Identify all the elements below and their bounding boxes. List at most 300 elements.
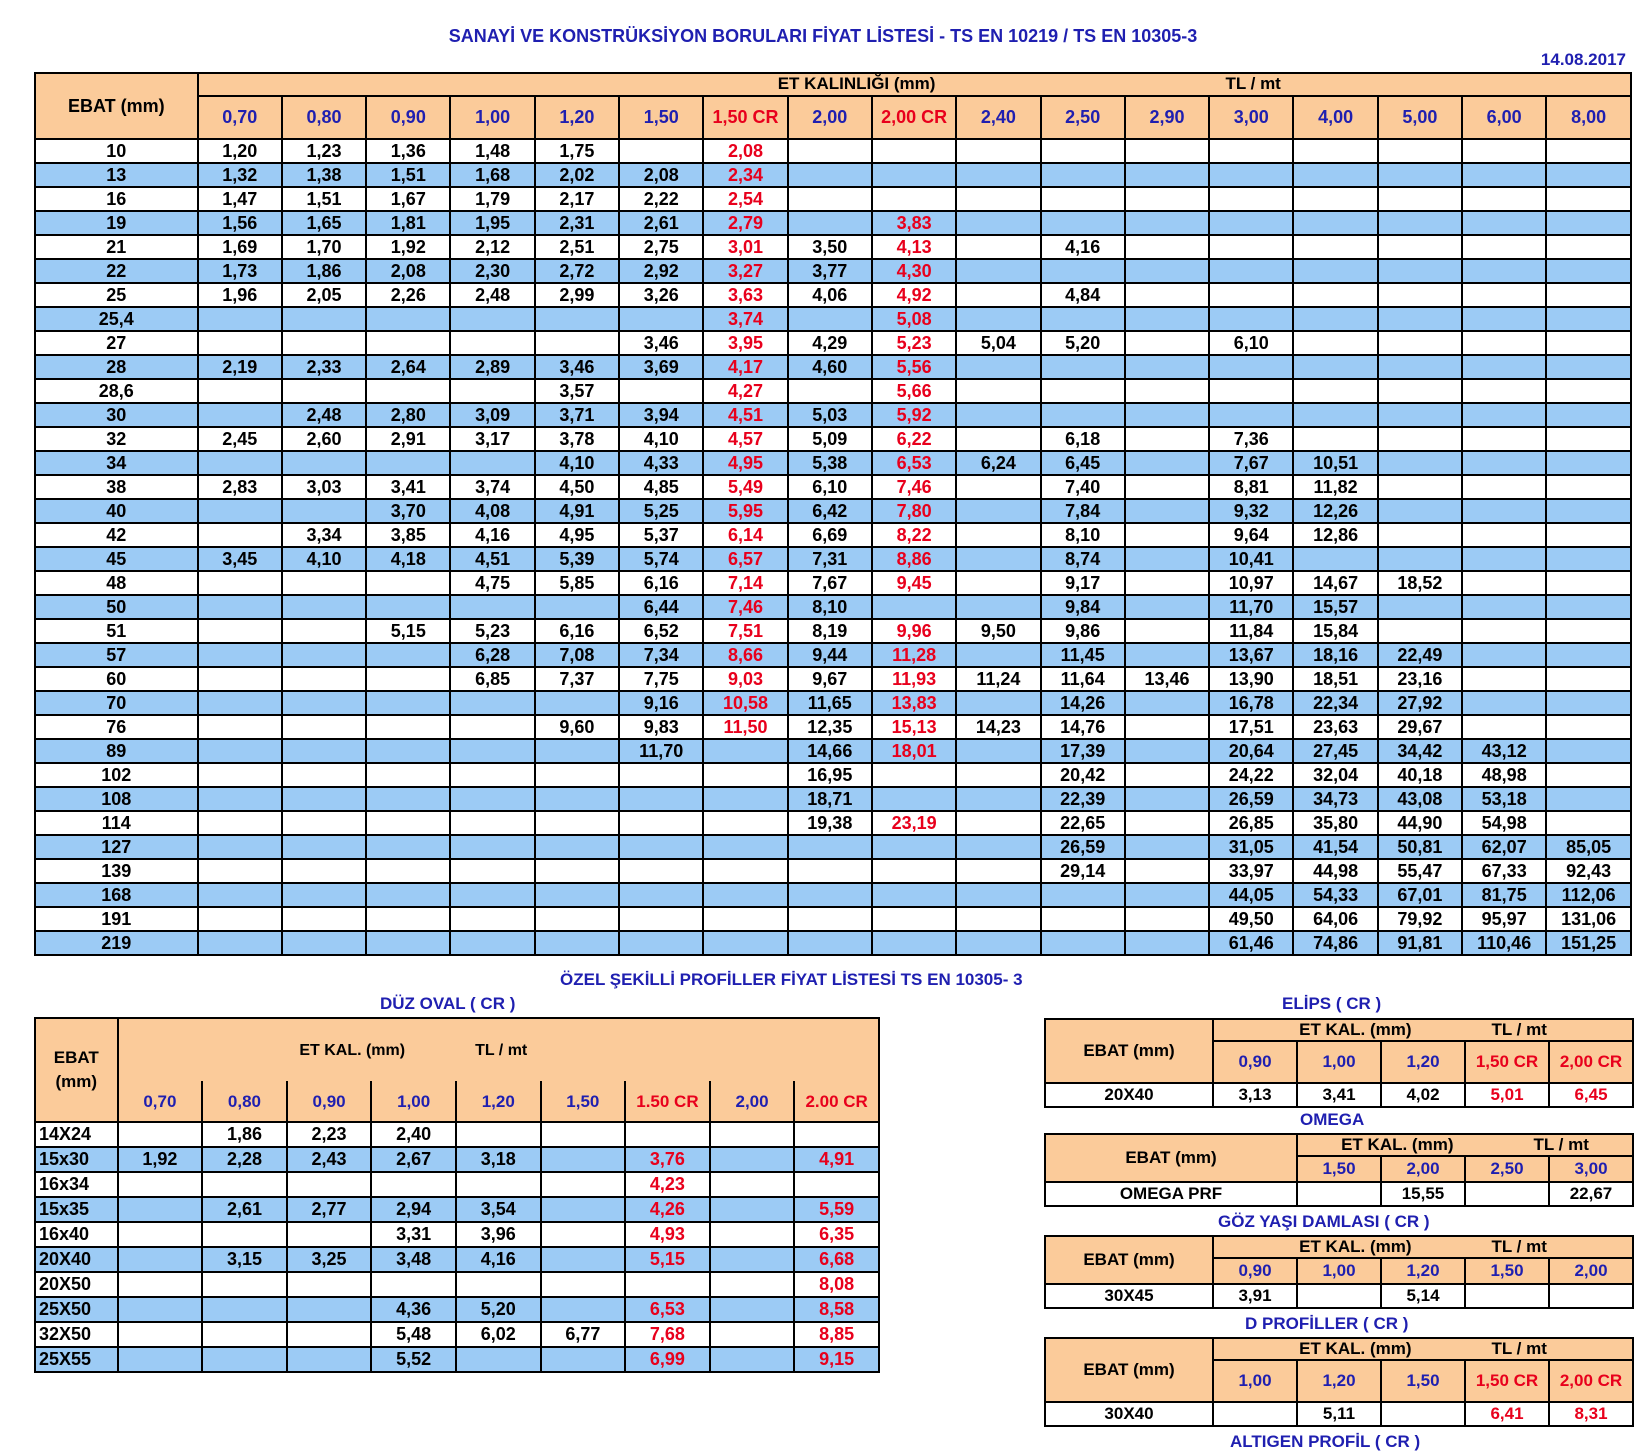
ebat-cell: 19 [35, 211, 198, 235]
omega-price-cell: 22,67 [1549, 1182, 1633, 1206]
price-cell [198, 763, 282, 787]
elips-price-cell: 4,02 [1381, 1083, 1465, 1107]
price-cell [1125, 427, 1209, 451]
oval-thickness-col-header: 2.00 CR [794, 1081, 879, 1122]
price-cell [1209, 211, 1293, 235]
price-cell [1209, 259, 1293, 283]
price-cell: 92,43 [1546, 859, 1631, 883]
price-cell: 15,57 [1293, 595, 1377, 619]
price-row [35, 571, 1631, 595]
oval-ebat-cell: 20X50 [35, 1272, 118, 1297]
oval-price-cell [710, 1172, 795, 1197]
price-cell [1125, 331, 1209, 355]
price-cell [366, 643, 450, 667]
elips-thickness-col-header: 2,00 CR [1549, 1041, 1633, 1083]
price-cell: 9,60 [535, 715, 619, 739]
price-cell [198, 523, 282, 547]
price-cell: 6,14 [703, 523, 787, 547]
elips-tl-label: TL / mt [1491, 1020, 1547, 1039]
price-cell [1462, 235, 1546, 259]
price-cell [535, 787, 619, 811]
price-cell: 74,86 [1293, 931, 1377, 955]
price-cell [1378, 259, 1462, 283]
ebat-cell: 50 [35, 595, 198, 619]
oval-price-cell [202, 1322, 287, 1347]
price-cell [872, 859, 956, 883]
price-cell [956, 523, 1040, 547]
price-cell: 6,42 [788, 499, 872, 523]
price-cell [1041, 307, 1125, 331]
price-cell [1125, 139, 1209, 163]
price-cell: 79,92 [1378, 907, 1462, 931]
price-cell: 6,57 [703, 547, 787, 571]
price-cell: 4,57 [703, 427, 787, 451]
price-cell: 4,95 [703, 451, 787, 475]
price-cell [872, 187, 956, 211]
price-cell [450, 859, 534, 883]
ebat-cell: 10 [35, 139, 198, 163]
omega-title: OMEGA [1300, 1110, 1365, 1129]
thickness-col-header: 1,50 CR [703, 96, 787, 139]
oval-price-cell: 4,23 [625, 1172, 710, 1197]
price-cell: 9,44 [788, 643, 872, 667]
price-cell: 14,66 [788, 739, 872, 763]
price-cell: 11,84 [1209, 619, 1293, 643]
price-cell: 11,45 [1041, 643, 1125, 667]
price-cell [956, 859, 1040, 883]
oval-price-cell: 3,25 [287, 1247, 372, 1272]
thickness-col-header: 2,90 [1125, 96, 1209, 139]
oval-price-cell: 5,52 [371, 1347, 456, 1372]
price-cell: 2,48 [282, 403, 366, 427]
price-cell: 5,15 [366, 619, 450, 643]
price-cell [788, 379, 872, 403]
price-cell [872, 835, 956, 859]
price-cell: 4,33 [619, 451, 703, 475]
price-cell [788, 859, 872, 883]
price-cell [366, 691, 450, 715]
oval-price-cell: 4,93 [625, 1222, 710, 1247]
price-cell: 10,41 [1209, 547, 1293, 571]
price-cell [956, 571, 1040, 595]
price-cell [1293, 163, 1377, 187]
price-cell: 7,34 [619, 643, 703, 667]
ebat-cell: 219 [35, 931, 198, 955]
price-cell [956, 595, 1040, 619]
thickness-col-header: 6,00 [1462, 96, 1546, 139]
oval-price-cell: 3,96 [456, 1222, 541, 1247]
elips-et-label: ET KAL. (mm) [1299, 1020, 1412, 1039]
ebat-cell: 76 [35, 715, 198, 739]
ebat-cell: 27 [35, 331, 198, 355]
oval-tl-label: TL / mt [475, 1041, 528, 1059]
price-cell: 29,14 [1041, 859, 1125, 883]
price-cell: 43,12 [1462, 739, 1546, 763]
price-cell: 5,92 [872, 403, 956, 427]
price-cell [1378, 211, 1462, 235]
price-cell: 4,13 [872, 235, 956, 259]
price-cell: 53,18 [1462, 787, 1546, 811]
oval-ebat-cell: 15x35 [35, 1197, 118, 1222]
oval-price-cell: 3,18 [456, 1147, 541, 1172]
oval-price-cell [541, 1122, 626, 1147]
price-cell: 3,17 [450, 427, 534, 451]
omega-price-cell [1465, 1182, 1549, 1206]
ebat-cell: 51 [35, 619, 198, 643]
price-cell [1041, 907, 1125, 931]
price-row [35, 811, 1631, 835]
price-row [35, 907, 1631, 931]
oval-thickness-col-header: 2,00 [710, 1081, 795, 1122]
price-cell [366, 859, 450, 883]
price-cell [788, 883, 872, 907]
ebat-cell: 25 [35, 283, 198, 307]
price-cell [366, 451, 450, 475]
dprof-thickness-col-header: 1,20 [1297, 1360, 1381, 1402]
price-cell [1546, 427, 1631, 451]
price-cell: 3,74 [703, 307, 787, 331]
price-cell: 2,19 [198, 355, 282, 379]
price-cell: 3,77 [788, 259, 872, 283]
price-cell [282, 835, 366, 859]
price-cell [1546, 499, 1631, 523]
price-cell [1125, 475, 1209, 499]
price-cell: 1,79 [450, 187, 534, 211]
price-cell: 9,64 [1209, 523, 1293, 547]
price-cell [956, 931, 1040, 955]
price-cell [788, 307, 872, 331]
price-row [35, 547, 1631, 571]
price-cell: 6,10 [1209, 331, 1293, 355]
price-cell [366, 907, 450, 931]
price-cell [535, 595, 619, 619]
price-cell [956, 883, 1040, 907]
thickness-col-header: 2,40 [956, 96, 1040, 139]
oval-price-row [35, 1222, 879, 1247]
price-cell: 9,45 [872, 571, 956, 595]
price-cell [282, 859, 366, 883]
price-cell: 2,75 [619, 235, 703, 259]
price-row [35, 835, 1631, 859]
price-cell: 5,95 [703, 499, 787, 523]
price-cell [1209, 355, 1293, 379]
price-cell: 61,46 [1209, 931, 1293, 955]
oval-price-cell: 6,77 [541, 1322, 626, 1347]
price-cell [1125, 835, 1209, 859]
dprof-price-cell [1381, 1402, 1465, 1426]
price-cell [366, 787, 450, 811]
price-cell [1125, 763, 1209, 787]
price-cell: 8,74 [1041, 547, 1125, 571]
price-cell [956, 499, 1040, 523]
ebat-cell: 16 [35, 187, 198, 211]
oval-price-cell: 3,48 [371, 1247, 456, 1272]
price-cell [1209, 139, 1293, 163]
price-cell [198, 835, 282, 859]
price-cell: 2,08 [703, 139, 787, 163]
price-cell [282, 571, 366, 595]
price-cell [788, 835, 872, 859]
price-cell [366, 595, 450, 619]
price-cell: 43,08 [1378, 787, 1462, 811]
oval-price-cell: 9,15 [794, 1347, 879, 1372]
price-cell [788, 187, 872, 211]
price-cell: 2,64 [366, 355, 450, 379]
price-cell: 6,16 [535, 619, 619, 643]
oval-price-cell [118, 1247, 203, 1272]
price-cell: 3,50 [788, 235, 872, 259]
price-cell: 4,51 [450, 547, 534, 571]
oval-price-cell [202, 1297, 287, 1322]
oval-price-cell [202, 1222, 287, 1247]
price-cell: 1,68 [450, 163, 534, 187]
price-cell [619, 907, 703, 931]
price-cell: 9,03 [703, 667, 787, 691]
price-cell: 5,56 [872, 355, 956, 379]
oval-price-cell [118, 1197, 203, 1222]
price-cell: 4,95 [535, 523, 619, 547]
price-cell [1041, 211, 1125, 235]
price-cell [198, 859, 282, 883]
price-cell [1462, 499, 1546, 523]
elips-price-cell: 5,01 [1465, 1083, 1549, 1107]
ebat-cell: 42 [35, 523, 198, 547]
price-cell [703, 763, 787, 787]
price-cell [956, 787, 1040, 811]
price-cell: 11,24 [956, 667, 1040, 691]
oval-price-cell: 1,92 [118, 1147, 203, 1172]
price-cell: 1,51 [282, 187, 366, 211]
dprof-ebat-cell: 30X40 [1045, 1402, 1213, 1426]
price-cell [1125, 571, 1209, 595]
price-cell: 9,96 [872, 619, 956, 643]
price-cell [1378, 403, 1462, 427]
price-cell: 19,38 [788, 811, 872, 835]
oval-price-cell: 3,76 [625, 1147, 710, 1172]
ebat-cell: 22 [35, 259, 198, 283]
oval-price-cell: 1,86 [202, 1122, 287, 1147]
price-cell: 5,37 [619, 523, 703, 547]
oval-price-cell: 2,23 [287, 1122, 372, 1147]
price-cell [1378, 139, 1462, 163]
price-cell [872, 139, 956, 163]
price-cell [1125, 451, 1209, 475]
price-cell [1041, 883, 1125, 907]
price-cell: 5,09 [788, 427, 872, 451]
price-cell [282, 739, 366, 763]
price-cell [282, 691, 366, 715]
price-cell [1041, 163, 1125, 187]
thickness-col-header: 5,00 [1378, 96, 1462, 139]
price-cell: 3,95 [703, 331, 787, 355]
ebat-cell: 25,4 [35, 307, 198, 331]
price-cell: 2,31 [535, 211, 619, 235]
oval-thickness-col-header: 1.50 CR [625, 1081, 710, 1122]
price-cell [1378, 595, 1462, 619]
oval-price-cell: 8,85 [794, 1322, 879, 1347]
price-cell: 32,04 [1293, 763, 1377, 787]
price-cell [366, 379, 450, 403]
oval-price-row [35, 1197, 879, 1222]
ebat-cell: 45 [35, 547, 198, 571]
price-row [35, 331, 1631, 355]
price-cell: 3,71 [535, 403, 619, 427]
price-cell [450, 739, 534, 763]
goz-yasi-table [1044, 1235, 1634, 1309]
ebat-cell: 32 [35, 427, 198, 451]
price-cell [1209, 379, 1293, 403]
goz-price-cell [1549, 1284, 1633, 1308]
price-cell [872, 907, 956, 931]
price-cell [366, 883, 450, 907]
price-cell: 27,45 [1293, 739, 1377, 763]
price-cell: 1,69 [198, 235, 282, 259]
elips-title: ELİPS ( CR ) [1282, 994, 1382, 1013]
thickness-col-header: 2,50 [1041, 96, 1125, 139]
price-cell [1462, 187, 1546, 211]
price-cell [619, 139, 703, 163]
price-cell: 3,46 [535, 355, 619, 379]
price-row [35, 163, 1631, 187]
oval-ebat-cell: 16x40 [35, 1222, 118, 1247]
price-cell [1125, 187, 1209, 211]
thickness-col-header: 8,00 [1546, 96, 1631, 139]
oval-price-cell [287, 1347, 372, 1372]
price-cell: 67,01 [1378, 883, 1462, 907]
dprof-price-cell: 6,41 [1465, 1402, 1549, 1426]
price-cell: 34,42 [1378, 739, 1462, 763]
price-cell [1293, 379, 1377, 403]
price-row [35, 211, 1631, 235]
price-cell: 6,69 [788, 523, 872, 547]
oval-price-cell [541, 1172, 626, 1197]
altigen-title: ALTIGEN PROFİL ( CR ) [1230, 1432, 1421, 1451]
price-cell: 22,65 [1041, 811, 1125, 835]
price-cell: 3,45 [198, 547, 282, 571]
price-cell [1462, 403, 1546, 427]
price-cell: 17,51 [1209, 715, 1293, 739]
oval-ebat-header: EBAT (mm) [35, 1018, 118, 1122]
goz-thickness-col-header: 0,90 [1213, 1258, 1297, 1284]
price-cell: 4,51 [703, 403, 787, 427]
ebat-cell: 60 [35, 667, 198, 691]
price-cell: 9,32 [1209, 499, 1293, 523]
oval-price-cell [118, 1172, 203, 1197]
oval-price-cell [710, 1197, 795, 1222]
price-cell: 5,25 [619, 499, 703, 523]
price-cell [956, 403, 1040, 427]
price-row [35, 403, 1631, 427]
price-cell: 112,06 [1546, 883, 1631, 907]
price-cell [956, 259, 1040, 283]
elips-ebat-header: EBAT (mm) [1045, 1019, 1213, 1083]
price-cell [788, 163, 872, 187]
price-cell [872, 787, 956, 811]
price-cell [450, 595, 534, 619]
price-cell [1462, 619, 1546, 643]
omega-et-label: ET KAL. (mm) [1341, 1135, 1454, 1154]
price-cell [282, 595, 366, 619]
oval-price-row [35, 1347, 879, 1372]
price-cell [450, 787, 534, 811]
price-cell: 151,25 [1546, 931, 1631, 955]
price-cell [1125, 379, 1209, 403]
oval-price-cell [541, 1247, 626, 1272]
price-cell: 10,58 [703, 691, 787, 715]
price-cell: 6,28 [450, 643, 534, 667]
price-cell [619, 787, 703, 811]
price-cell [1125, 859, 1209, 883]
price-cell [1546, 403, 1631, 427]
price-cell: 4,50 [535, 475, 619, 499]
price-cell [198, 667, 282, 691]
ebat-cell: 70 [35, 691, 198, 715]
price-cell [1462, 379, 1546, 403]
price-cell: 20,42 [1041, 763, 1125, 787]
goz-tl-label: TL / mt [1491, 1237, 1547, 1256]
ebat-cell: 127 [35, 835, 198, 859]
price-cell [1378, 307, 1462, 331]
price-cell [956, 547, 1040, 571]
price-cell: 5,20 [1041, 331, 1125, 355]
price-cell [450, 715, 534, 739]
price-cell [1462, 571, 1546, 595]
price-cell: 1,70 [282, 235, 366, 259]
price-cell: 4,91 [535, 499, 619, 523]
oval-price-cell: 6,35 [794, 1222, 879, 1247]
price-cell: 5,74 [619, 547, 703, 571]
price-cell [956, 907, 1040, 931]
price-cell [1041, 931, 1125, 955]
price-cell [1041, 355, 1125, 379]
price-cell: 20,64 [1209, 739, 1293, 763]
omega-et-tl-header [1297, 1134, 1633, 1156]
oval-price-cell: 3,54 [456, 1197, 541, 1222]
price-row [35, 379, 1631, 403]
price-cell: 2,17 [535, 187, 619, 211]
oval-price-cell: 4,16 [456, 1247, 541, 1272]
price-cell: 3,01 [703, 235, 787, 259]
price-cell: 7,36 [1209, 427, 1293, 451]
goz-price-cell: 3,91 [1213, 1284, 1297, 1308]
omega-ebat-header: EBAT (mm) [1045, 1134, 1297, 1182]
ebat-cell: 38 [35, 475, 198, 499]
price-cell [1546, 691, 1631, 715]
price-cell [1546, 523, 1631, 547]
ebat-cell: 48 [35, 571, 198, 595]
dprof-et-label: ET KAL. (mm) [1299, 1339, 1412, 1358]
price-cell [282, 643, 366, 667]
price-cell [1462, 547, 1546, 571]
price-cell [1378, 547, 1462, 571]
price-cell [703, 835, 787, 859]
price-cell: 9,50 [956, 619, 1040, 643]
thickness-col-header: 2,00 [788, 96, 872, 139]
price-cell [1546, 595, 1631, 619]
price-cell: 2,99 [535, 283, 619, 307]
price-cell: 11,64 [1041, 667, 1125, 691]
price-cell [1546, 547, 1631, 571]
price-cell [1462, 259, 1546, 283]
price-cell [1462, 427, 1546, 451]
oval-price-cell [287, 1322, 372, 1347]
oval-price-cell: 6,53 [625, 1297, 710, 1322]
price-cell: 95,97 [1462, 907, 1546, 931]
price-cell [703, 931, 787, 955]
price-cell [1293, 427, 1377, 451]
thickness-col-header: 1,20 [535, 96, 619, 139]
price-cell [198, 499, 282, 523]
